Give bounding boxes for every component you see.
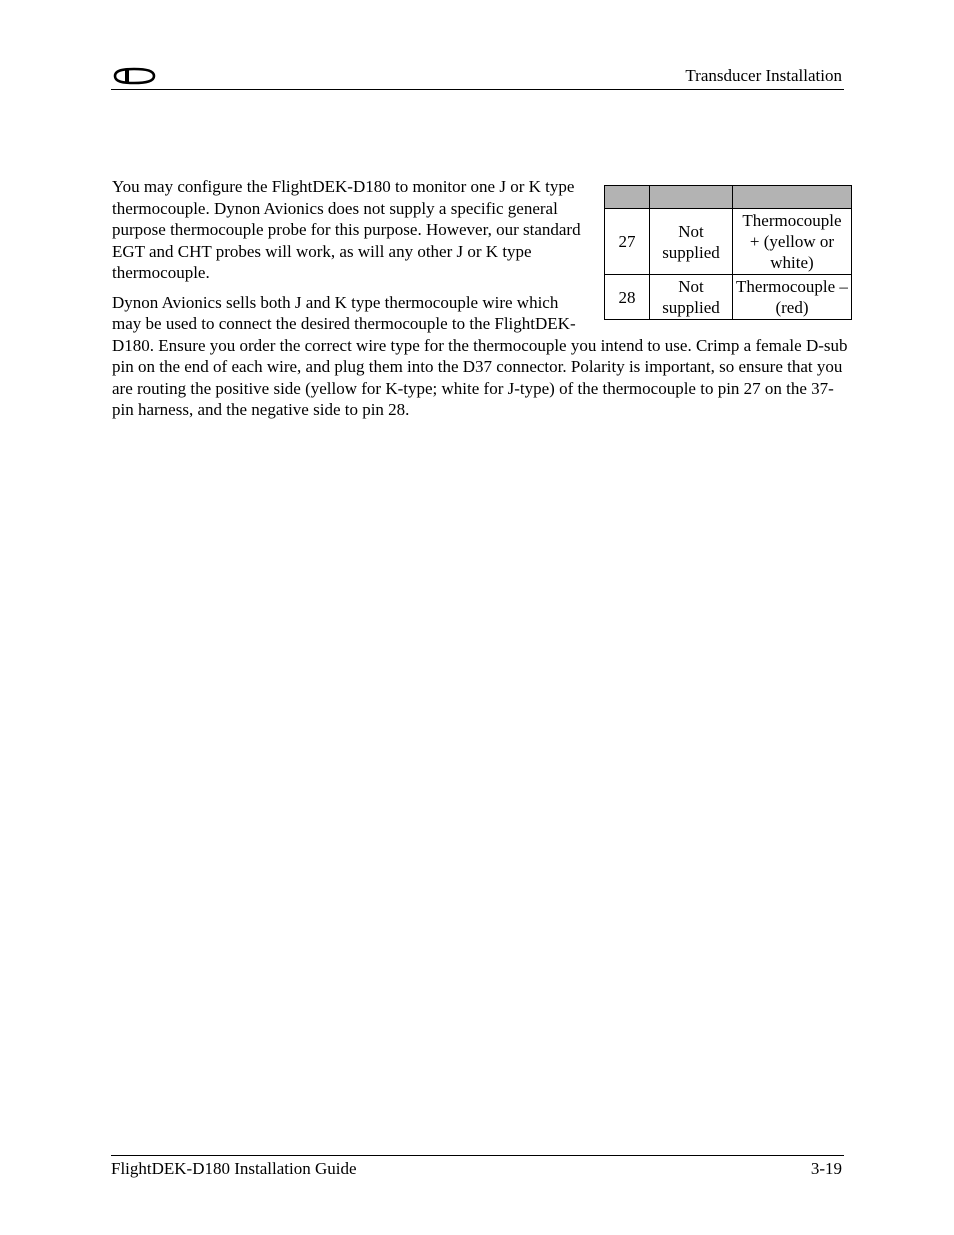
page-header: [111, 64, 844, 90]
table-row: [605, 275, 852, 320]
pin-number-cell: 28: [605, 275, 650, 320]
pin-table: [604, 185, 852, 320]
pin-number-cell: 27: [605, 209, 650, 275]
table-header-cell: [733, 186, 852, 209]
supplied-cell: Not supplied: [650, 209, 733, 275]
table-header-cell: [650, 186, 733, 209]
table-row: [605, 209, 852, 275]
dynon-logo-icon: [111, 67, 157, 85]
function-cell: Thermocouple + (yellow or white): [733, 209, 852, 275]
page-content: [112, 176, 852, 429]
table-header-cell: [605, 186, 650, 209]
supplied-cell: Not supplied: [650, 275, 733, 320]
footer-guide-title: FlightDEK-D180 Installation Guide: [111, 1159, 357, 1178]
table-header-row: [605, 186, 852, 209]
function-cell: Thermocouple – (red): [733, 275, 852, 320]
header-section-title: Transducer Installation: [685, 66, 842, 85]
body-paragraph: Dynon Avionics sells both J and K type thermocouple wire which may be used to connect the desired thermocouple to the FlightDEK-D180. Ensure you order the correct wire type for the thermocouple you intend to use. Crimp a female D-sub pin on the end of each wire, and plug them into the D37 connector. Polarity is important, so ensure that you are routing the positive side (yellow for K-type; white for J-type) of the thermocouple to pin 27 on the 37-pin harness, and the negative side to pin 28.: [112, 292, 848, 419]
page-footer: [111, 1155, 844, 1182]
body-paragraph: You may configure the FlightDEK-D180 to monitor one J or K type thermocouple. Dynon Avionics does not supply a specific general purpose thermocouple probe for this purpose. However, our standard EGT and CHT probes will work, as will any other J or K type thermocouple.: [112, 177, 581, 282]
page-number: 3-19: [810, 1159, 842, 1178]
